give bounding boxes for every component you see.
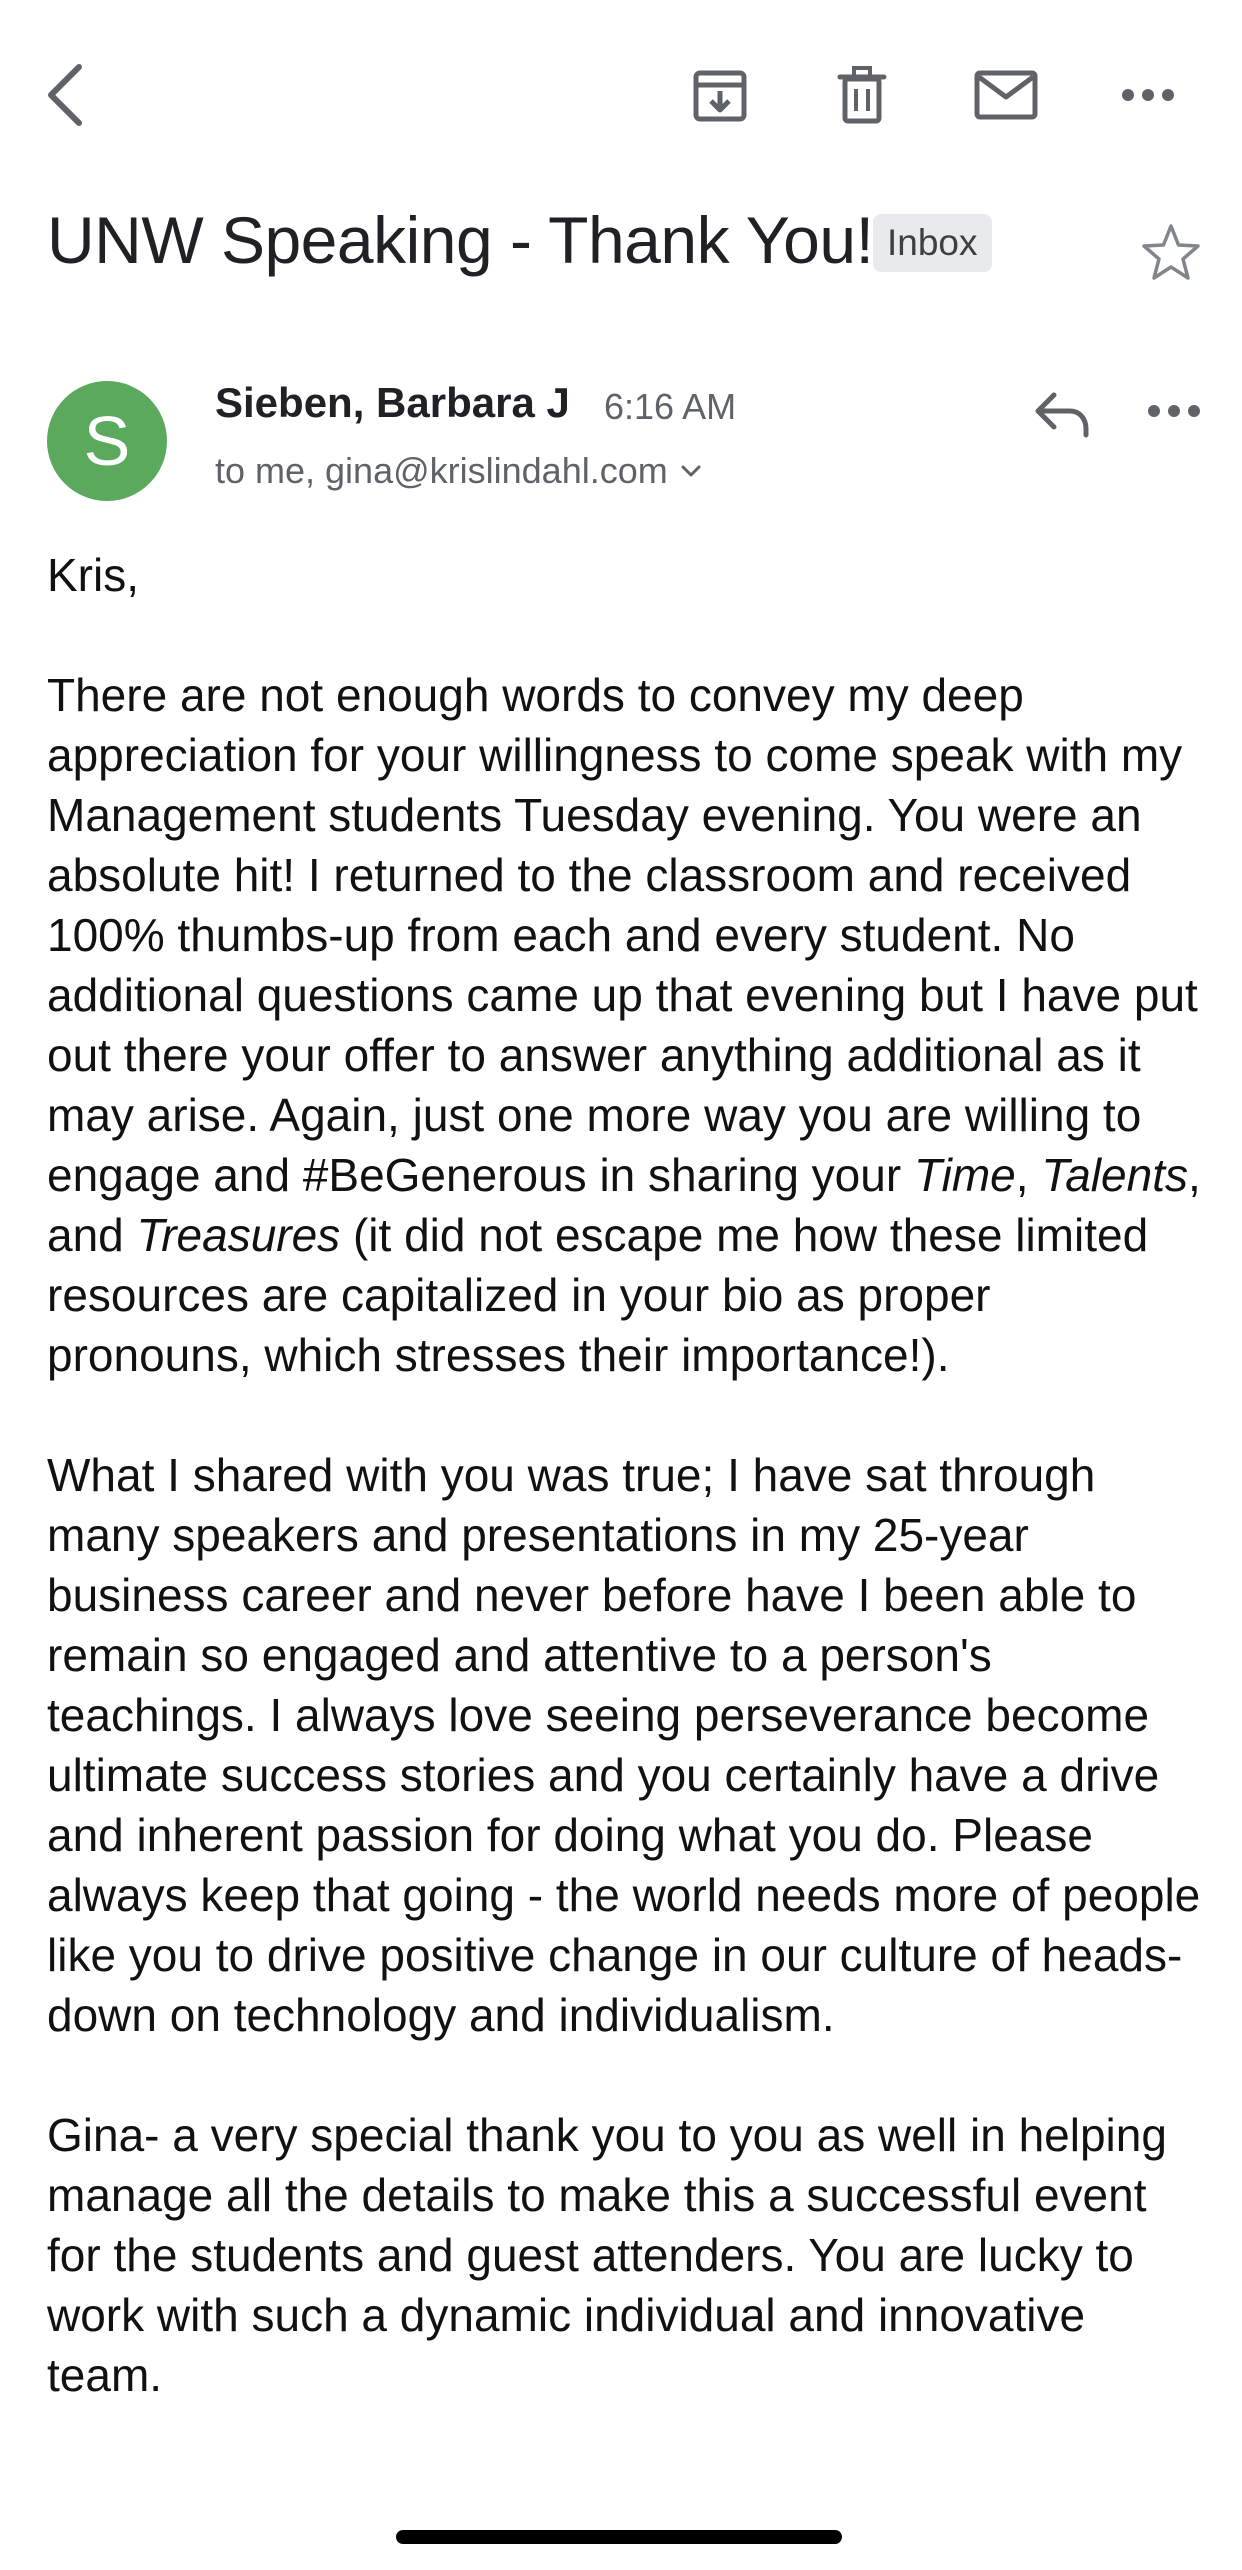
inbox-label-chip[interactable]: Inbox <box>873 214 992 272</box>
message-time: 6:16 AM <box>604 386 737 427</box>
body-paragraph-1: There are not enough words to convey my deep appreciation for your willingness to come speak with my Management students Tuesday evening. You were an absolute hit! I returned to the classroom and received 100% thumbs-up from each and every student. No additional questions came up that evening but I have put out there your offer to answer anything additional as it may arise. Again, just one more way you are willing to engage and #BeGenerous in sharing your Time, Talents, and Treasures (it did not escape me how these limited resources are capitalized in your bio as proper pronouns, which stresses their importance!). <box>47 669 1201 1381</box>
trash-icon[interactable] <box>822 55 902 135</box>
message-more-icon[interactable] <box>1146 403 1202 424</box>
subject-row <box>47 200 1202 310</box>
greeting: Kris, <box>47 549 139 601</box>
archive-icon[interactable] <box>680 55 760 135</box>
message-body <box>47 545 1207 2405</box>
home-indicator[interactable] <box>396 2530 842 2544</box>
more-horizontal-icon[interactable] <box>1108 55 1188 135</box>
email-subject: UNW Speaking - Thank You! <box>47 203 874 277</box>
reply-icon[interactable] <box>1032 389 1092 446</box>
avatar[interactable]: S <box>47 381 167 501</box>
mail-icon[interactable] <box>963 55 1049 135</box>
top-toolbar <box>0 0 1242 200</box>
body-paragraph-3: Gina- a very special thank you to you as well in helping manage all the details to make this a successful event for the students and guest attenders. You are lucky to work with such a dynamic individual and innovative team. <box>47 2109 1167 2401</box>
body-paragraph-2: What I shared with you was true; I have sat through many speakers and presentations in my 25-year business career and never before have I been able to remain so engaged and attentive to a person's teachings. I always love seeing perseverance become ultimate success stories and you certainly have a drive and inherent passion for doing what you do. Please always keep that going - the world needs more of people like you to drive positive change in our culture of heads-down on technology and individualism. <box>47 1449 1201 2041</box>
sender-name[interactable]: Sieben, Barbara J <box>215 379 570 426</box>
star-icon[interactable] <box>1140 222 1202 287</box>
recipients-toggle[interactable] <box>215 443 702 499</box>
recipients-text: to me, gina@krislindahl.com <box>215 450 668 491</box>
chevron-down-icon <box>680 464 702 478</box>
back-arrow-icon[interactable] <box>30 50 100 140</box>
message-header <box>47 375 1202 505</box>
